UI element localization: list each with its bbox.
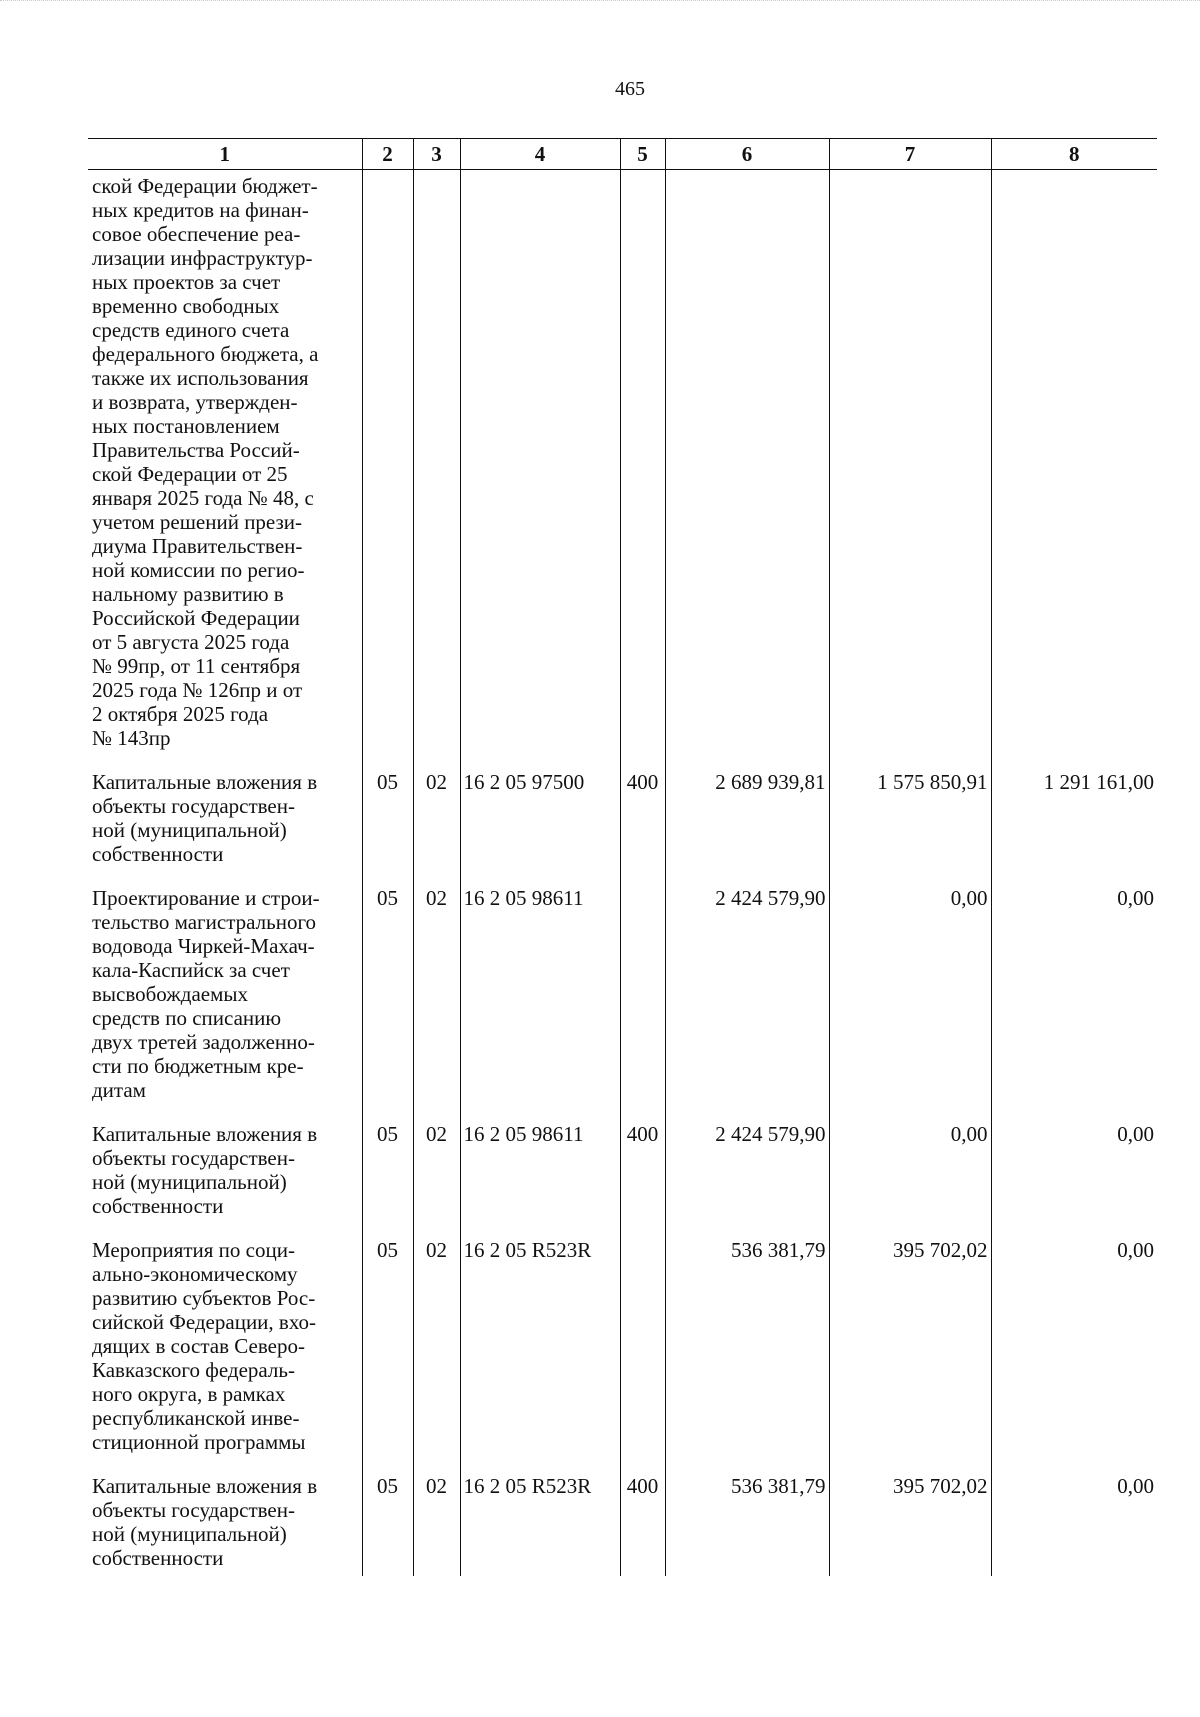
item-name-line: высвобождаемых <box>92 982 249 1006</box>
item-name-line: диума Правительствен- <box>92 534 303 558</box>
table-row <box>88 170 1157 757</box>
page-number: 465 <box>615 78 645 100</box>
item-name-line: Мероприятия по соци- <box>92 1238 295 1262</box>
item-name-line: средств единого счета <box>92 318 290 342</box>
item-name-line: стиционной программы <box>92 1430 306 1454</box>
item-name-line: Кавказского федераль- <box>92 1358 295 1382</box>
cell-item-name <box>88 872 362 1108</box>
item-name-line: ных кредитов на финан- <box>92 198 309 222</box>
item-name-line: собственности <box>92 1194 224 1218</box>
cell-section: 05 <box>362 1108 413 1224</box>
cell-target-article <box>460 170 620 757</box>
item-name-line: ной (муниципальной) <box>92 1170 287 1194</box>
item-name-line: Капитальные вложения в <box>92 1122 318 1146</box>
cell-amount-col7: 0,00 <box>829 1108 991 1224</box>
item-name-line: тельство магистрального <box>92 910 317 934</box>
cell-expense-type <box>620 1224 665 1460</box>
item-name-line: ных постановлением <box>92 414 280 438</box>
item-name-line: объекты государствен- <box>92 1498 295 1522</box>
cell-amount-col7: 395 702,02 <box>829 1224 991 1460</box>
cell-amount-col7: 1 575 850,91 <box>829 756 991 872</box>
item-name-line: № 143пр <box>92 726 171 750</box>
item-name-line: лизации инфраструктур- <box>92 246 313 270</box>
item-name-line: Проектирование и строи- <box>92 886 320 910</box>
cell-amount-col8: 0,00 <box>991 1224 1157 1460</box>
cell-amount-col8: 0,00 <box>991 1460 1157 1576</box>
cell-section: 05 <box>362 1460 413 1576</box>
cell-item-name <box>88 170 362 757</box>
cell-item-name <box>88 1108 362 1224</box>
cell-amount-col6: 2 424 579,90 <box>665 872 829 1108</box>
cell-expense-type: 400 <box>620 756 665 872</box>
item-name-line: временно свободных <box>92 294 280 318</box>
item-name-line: водовода Чиркей-Махач- <box>92 934 315 958</box>
item-name-line: учетом решений прези- <box>92 510 303 534</box>
item-name-line: собственности <box>92 842 224 866</box>
item-name-line: дитам <box>92 1078 146 1102</box>
cell-subsection: 02 <box>413 1224 460 1460</box>
header-col-4: 4 <box>460 139 620 170</box>
cell-subsection: 02 <box>413 1460 460 1576</box>
item-name-line: ской Федерации от 25 <box>92 462 288 486</box>
cell-expense-type <box>620 872 665 1108</box>
item-name-line: республиканской инве- <box>92 1406 300 1430</box>
header-col-6: 6 <box>665 139 829 170</box>
item-name-line: Капитальные вложения в <box>92 770 318 794</box>
table-header-row <box>88 139 1157 170</box>
cell-amount-col6 <box>665 170 829 757</box>
item-name-line: объекты государствен- <box>92 794 295 818</box>
cell-amount-col6: 536 381,79 <box>665 1224 829 1460</box>
cell-expense-type: 400 <box>620 1108 665 1224</box>
cell-amount-col7 <box>829 170 991 757</box>
cell-amount-col8: 1 291 161,00 <box>991 756 1157 872</box>
item-name-line: сийской Федерации, вхо- <box>92 1310 317 1334</box>
item-name-line: и возврата, утвержден- <box>92 390 298 414</box>
header-col-3: 3 <box>413 139 460 170</box>
cell-item-name <box>88 1224 362 1460</box>
cell-amount-col8: 0,00 <box>991 872 1157 1108</box>
item-name-line: федерального бюджета, а <box>92 342 319 366</box>
cell-target-article: 16 2 05 98611 <box>460 1108 620 1224</box>
item-name-line: января 2025 года № 48, с <box>92 486 314 510</box>
cell-amount-col6: 2 689 939,81 <box>665 756 829 872</box>
item-name-line: ной (муниципальной) <box>92 1522 287 1546</box>
header-col-5: 5 <box>620 139 665 170</box>
item-name-line: № 99пр, от 11 сентября <box>92 654 301 678</box>
table-row <box>88 1108 1157 1224</box>
header-col-1: 1 <box>88 139 362 170</box>
table-row <box>88 1224 1157 1460</box>
cell-section: 05 <box>362 872 413 1108</box>
item-name-line: Капитальные вложения в <box>92 1474 318 1498</box>
item-name-line: 2025 года № 126пр и от <box>92 678 303 702</box>
cell-section: 05 <box>362 756 413 872</box>
table-row <box>88 1460 1157 1576</box>
header-col-7: 7 <box>829 139 991 170</box>
cell-amount-col7: 0,00 <box>829 872 991 1108</box>
item-name-line: ской Федерации бюджет- <box>92 174 318 198</box>
cell-target-article: 16 2 05 97500 <box>460 756 620 872</box>
cell-item-name <box>88 756 362 872</box>
item-name-line: Правительства Россий- <box>92 438 300 462</box>
item-name-line: средств по списанию <box>92 1006 282 1030</box>
item-name-line: ной (муниципальной) <box>92 818 287 842</box>
item-name-line: совое обеспечение реа- <box>92 222 301 246</box>
item-name-line: развитию субъектов Рос- <box>92 1286 316 1310</box>
item-name-line: Российской Федерации <box>92 606 300 630</box>
cell-target-article: 16 2 05 R523R <box>460 1224 620 1460</box>
cell-amount-col6: 536 381,79 <box>665 1460 829 1576</box>
budget-table <box>88 138 1157 1576</box>
header-col-2: 2 <box>362 139 413 170</box>
table-body <box>88 170 1157 1577</box>
item-name-line: также их использования <box>92 366 309 390</box>
item-name-line: нальному развитию в <box>92 582 284 606</box>
item-name-line: ально-экономическому <box>92 1262 298 1286</box>
item-name-line: двух третей задолженно- <box>92 1030 315 1054</box>
item-name-line: сти по бюджетным кре- <box>92 1054 304 1078</box>
cell-item-name <box>88 1460 362 1576</box>
cell-subsection: 02 <box>413 872 460 1108</box>
cell-subsection: 02 <box>413 756 460 872</box>
item-name-line: от 5 августа 2025 года <box>92 630 290 654</box>
cell-amount-col8: 0,00 <box>991 1108 1157 1224</box>
cell-amount-col6: 2 424 579,90 <box>665 1108 829 1224</box>
cell-expense-type <box>620 170 665 757</box>
cell-section: 05 <box>362 1224 413 1460</box>
cell-section <box>362 170 413 757</box>
cell-amount-col7: 395 702,02 <box>829 1460 991 1576</box>
item-name-line: 2 октября 2025 года <box>92 702 269 726</box>
item-name-line: ных проектов за счет <box>92 270 281 294</box>
table-row <box>88 756 1157 872</box>
cell-amount-col8 <box>991 170 1157 757</box>
cell-target-article: 16 2 05 98611 <box>460 872 620 1108</box>
item-name-line: объекты государствен- <box>92 1146 295 1170</box>
cell-expense-type: 400 <box>620 1460 665 1576</box>
item-name-line: ной комиссии по регио- <box>92 558 305 582</box>
header-col-8: 8 <box>991 139 1157 170</box>
item-name-line: кала-Каспийск за счет <box>92 958 290 982</box>
item-name-line: ного округа, в рамках <box>92 1382 286 1406</box>
cell-subsection <box>413 170 460 757</box>
cell-target-article: 16 2 05 R523R <box>460 1460 620 1576</box>
scan-top-edge <box>0 0 1200 1</box>
item-name-line: собственности <box>92 1546 224 1570</box>
table-row <box>88 872 1157 1108</box>
cell-subsection: 02 <box>413 1108 460 1224</box>
item-name-line: дящих в состав Северо- <box>92 1334 305 1358</box>
